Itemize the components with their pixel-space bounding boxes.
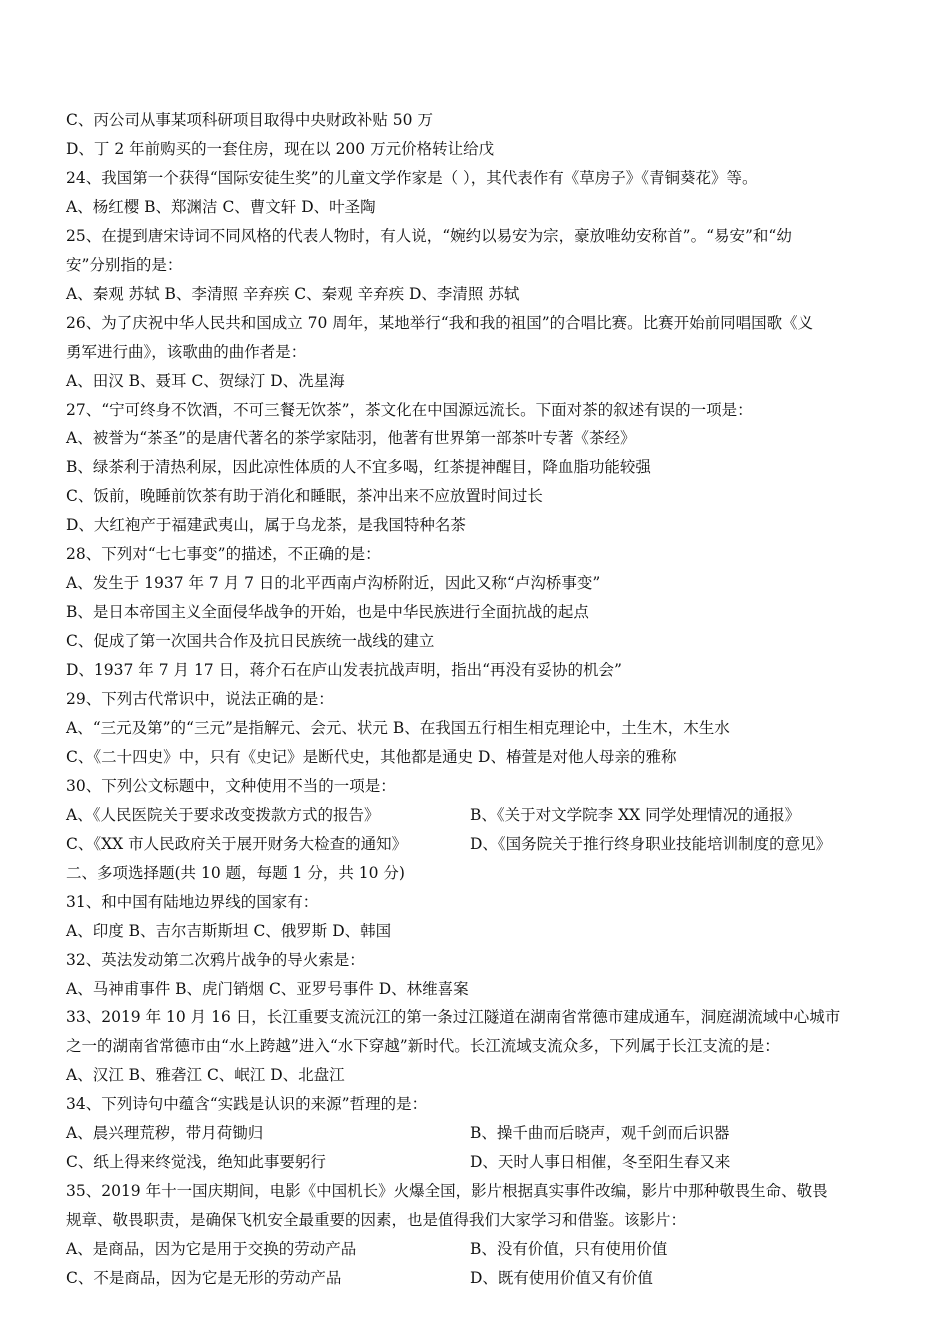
option-left: C、不是商品，因为它是无形的劳动产品 [66, 1269, 342, 1287]
text-line [66, 834, 832, 854]
text-line: D、1937 年 7 月 17 日，蒋介石在庐山发表抗战声明，指出“再没有妥协的机会” [66, 661, 622, 679]
text-line: A、杨红樱 B、郑渊洁 C、曹文轩 D、叶圣陶 [66, 197, 376, 216]
text-line: C、丙公司从事某项科研项目取得中央财政补贴 50 万 [66, 111, 433, 129]
text-line: A、马神甫事件 B、虎门销烟 C、亚罗号事件 D、林维喜案 [66, 979, 469, 998]
text-line: 24、我国第一个获得“国际安徒生奖”的儿童文学作家是（ ），其代表作有《草房子》《青铜葵花》等。 [66, 168, 758, 187]
option-right: B、《关于对文学院李 XX 同学处理情况的通报》 [470, 805, 801, 824]
text-line [66, 805, 801, 825]
text-line: 之一的湖南省常德市由“水上跨越”进入“水下穿越”新时代。长江流域支流众多，下列属于长江支流的是： [66, 1037, 780, 1056]
text-line: A、被誉为“茶圣”的是唐代著名的茶学家陆羽，他著有世界第一部茶叶专著《茶经》 [66, 429, 636, 448]
text-line: C、促成了第一次国共合作及抗日民族统一战线的建立 [66, 632, 435, 651]
text-line: 33、2019 年 10 月 16 日，长江重要支流沅江的第一条过江隧道在湖南省常德市建成通车，洞庭湖流域中心城市 [66, 1008, 841, 1027]
text-line: B、绿茶利于清热利尿，因此凉性体质的人不宜多喝，红茶提神醒目，降血脂功能较强 [66, 458, 651, 477]
text-line: 勇军进行曲》，该歌曲的曲作者是： [66, 342, 307, 361]
text-line: A、“三元及第”的“三元”是指解元、会元、状元 B、在我国五行相生相克理论中，土生木，木生水 [66, 718, 730, 737]
option-right: B、操千曲而后晓声，观千剑而后识器 [470, 1124, 730, 1143]
text-line: C、《二十四史》中，只有《史记》是断代史，其他都是通史 D、椿萱是对他人母亲的雅称 [66, 747, 677, 766]
text-line: 34、下列诗句中蕴含“实践是认识的来源”哲理的是： [66, 1095, 428, 1114]
text-line: 28、下列对“七七事变”的描述，不正确的是： [66, 545, 381, 564]
option-left: A、《人民医院关于要求改变拨款方式的报告》 [66, 805, 380, 824]
text-line: A、汉江 B、雅砻江 C、岷江 D、北盘江 [66, 1066, 345, 1085]
text-line: A、印度 B、吉尔吉斯斯坦 C、俄罗斯 D、韩国 [66, 921, 392, 940]
option-right: B、没有价值，只有使用价值 [470, 1240, 668, 1258]
text-line [66, 1152, 731, 1172]
text-line: 29、下列古代常识中，说法正确的是： [66, 690, 334, 708]
text-line: 31、和中国有陆地边界线的国家有： [66, 892, 319, 911]
text-line: D、大红袍产于福建武夷山，属于乌龙茶，是我国特种名茶 [66, 516, 466, 535]
option-right: D、天时人事日相催，冬至阳生春又来 [470, 1153, 731, 1172]
text-line [66, 1123, 730, 1143]
text-line: A、田汉 B、聂耳 C、贺绿汀 D、冼星海 [66, 371, 345, 390]
text-line: 25、在提到唐宋诗词不同风格的代表人物时，有人说，“婉约以易安为宗，豪放唯幼安称首”。“易安”和“幼 [66, 226, 792, 245]
option-right: D、既有使用价值又有价值 [470, 1269, 653, 1287]
option-left: C、纸上得来终觉浅，绝知此事要躬行 [66, 1153, 326, 1172]
text-line: 30、下列公文标题中，文种使用不当的一项是： [66, 776, 396, 795]
text-line: 35、2019 年十一国庆期间，电影《中国机长》火爆全国，影片根据真实事件改编，影片中那种敬畏生命、敬畏 [66, 1182, 828, 1201]
text-line: 26、为了庆祝中华人民共和国成立 70 周年，某地举行“我和我的祖国”的合唱比赛。比赛开始前同唱国歌《义 [66, 313, 814, 332]
text-line: 二、多项选择题(共 10 题，每题 1 分，共 10 分) [66, 863, 405, 882]
option-right: D、《国务院关于推行终身职业技能培训制度的意见》 [470, 834, 832, 853]
text-line: 32、英法发动第二次鸦片战争的导火索是： [66, 950, 365, 969]
text-line: B、是日本帝国主义全面侵华战争的开始，也是中华民族进行全面抗战的起点 [66, 603, 589, 622]
text-line: C、饭前，晚睡前饮茶有助于消化和睡眠，茶冲出来不应放置时间过长 [66, 487, 543, 506]
text-line [66, 1268, 653, 1288]
text-line: A、发生于 1937 年 7 月 7 日的北平西南卢沟桥附近，因此又称“卢沟桥事变” [66, 574, 601, 593]
text-line: D、丁 2 年前购买的一套住房，现在以 200 万元价格转让给戊 [66, 139, 495, 158]
text-line: 27、“宁可终身不饮酒，不可三餐无饮茶”，茶文化在中国源远流长。下面对茶的叙述有误的一项是： [66, 400, 753, 419]
text-line: 安”分别指的是： [66, 255, 183, 274]
option-left: A、晨兴理荒秽，带月荷锄归 [66, 1124, 264, 1143]
option-left: A、是商品，因为它是用于交换的劳动产品 [66, 1240, 357, 1258]
text-line: 规章、敬畏职责，是确保飞机安全最重要的因素，也是值得我们大家学习和借鉴。该影片： [66, 1211, 687, 1230]
text-line [66, 1239, 668, 1259]
text-line: A、秦观 苏轼 B、李清照 辛弃疾 C、秦观 辛弃疾 D、李清照 苏轼 [66, 284, 520, 303]
option-left: C、《XX 市人民政府关于展开财务大检查的通知》 [66, 834, 408, 853]
